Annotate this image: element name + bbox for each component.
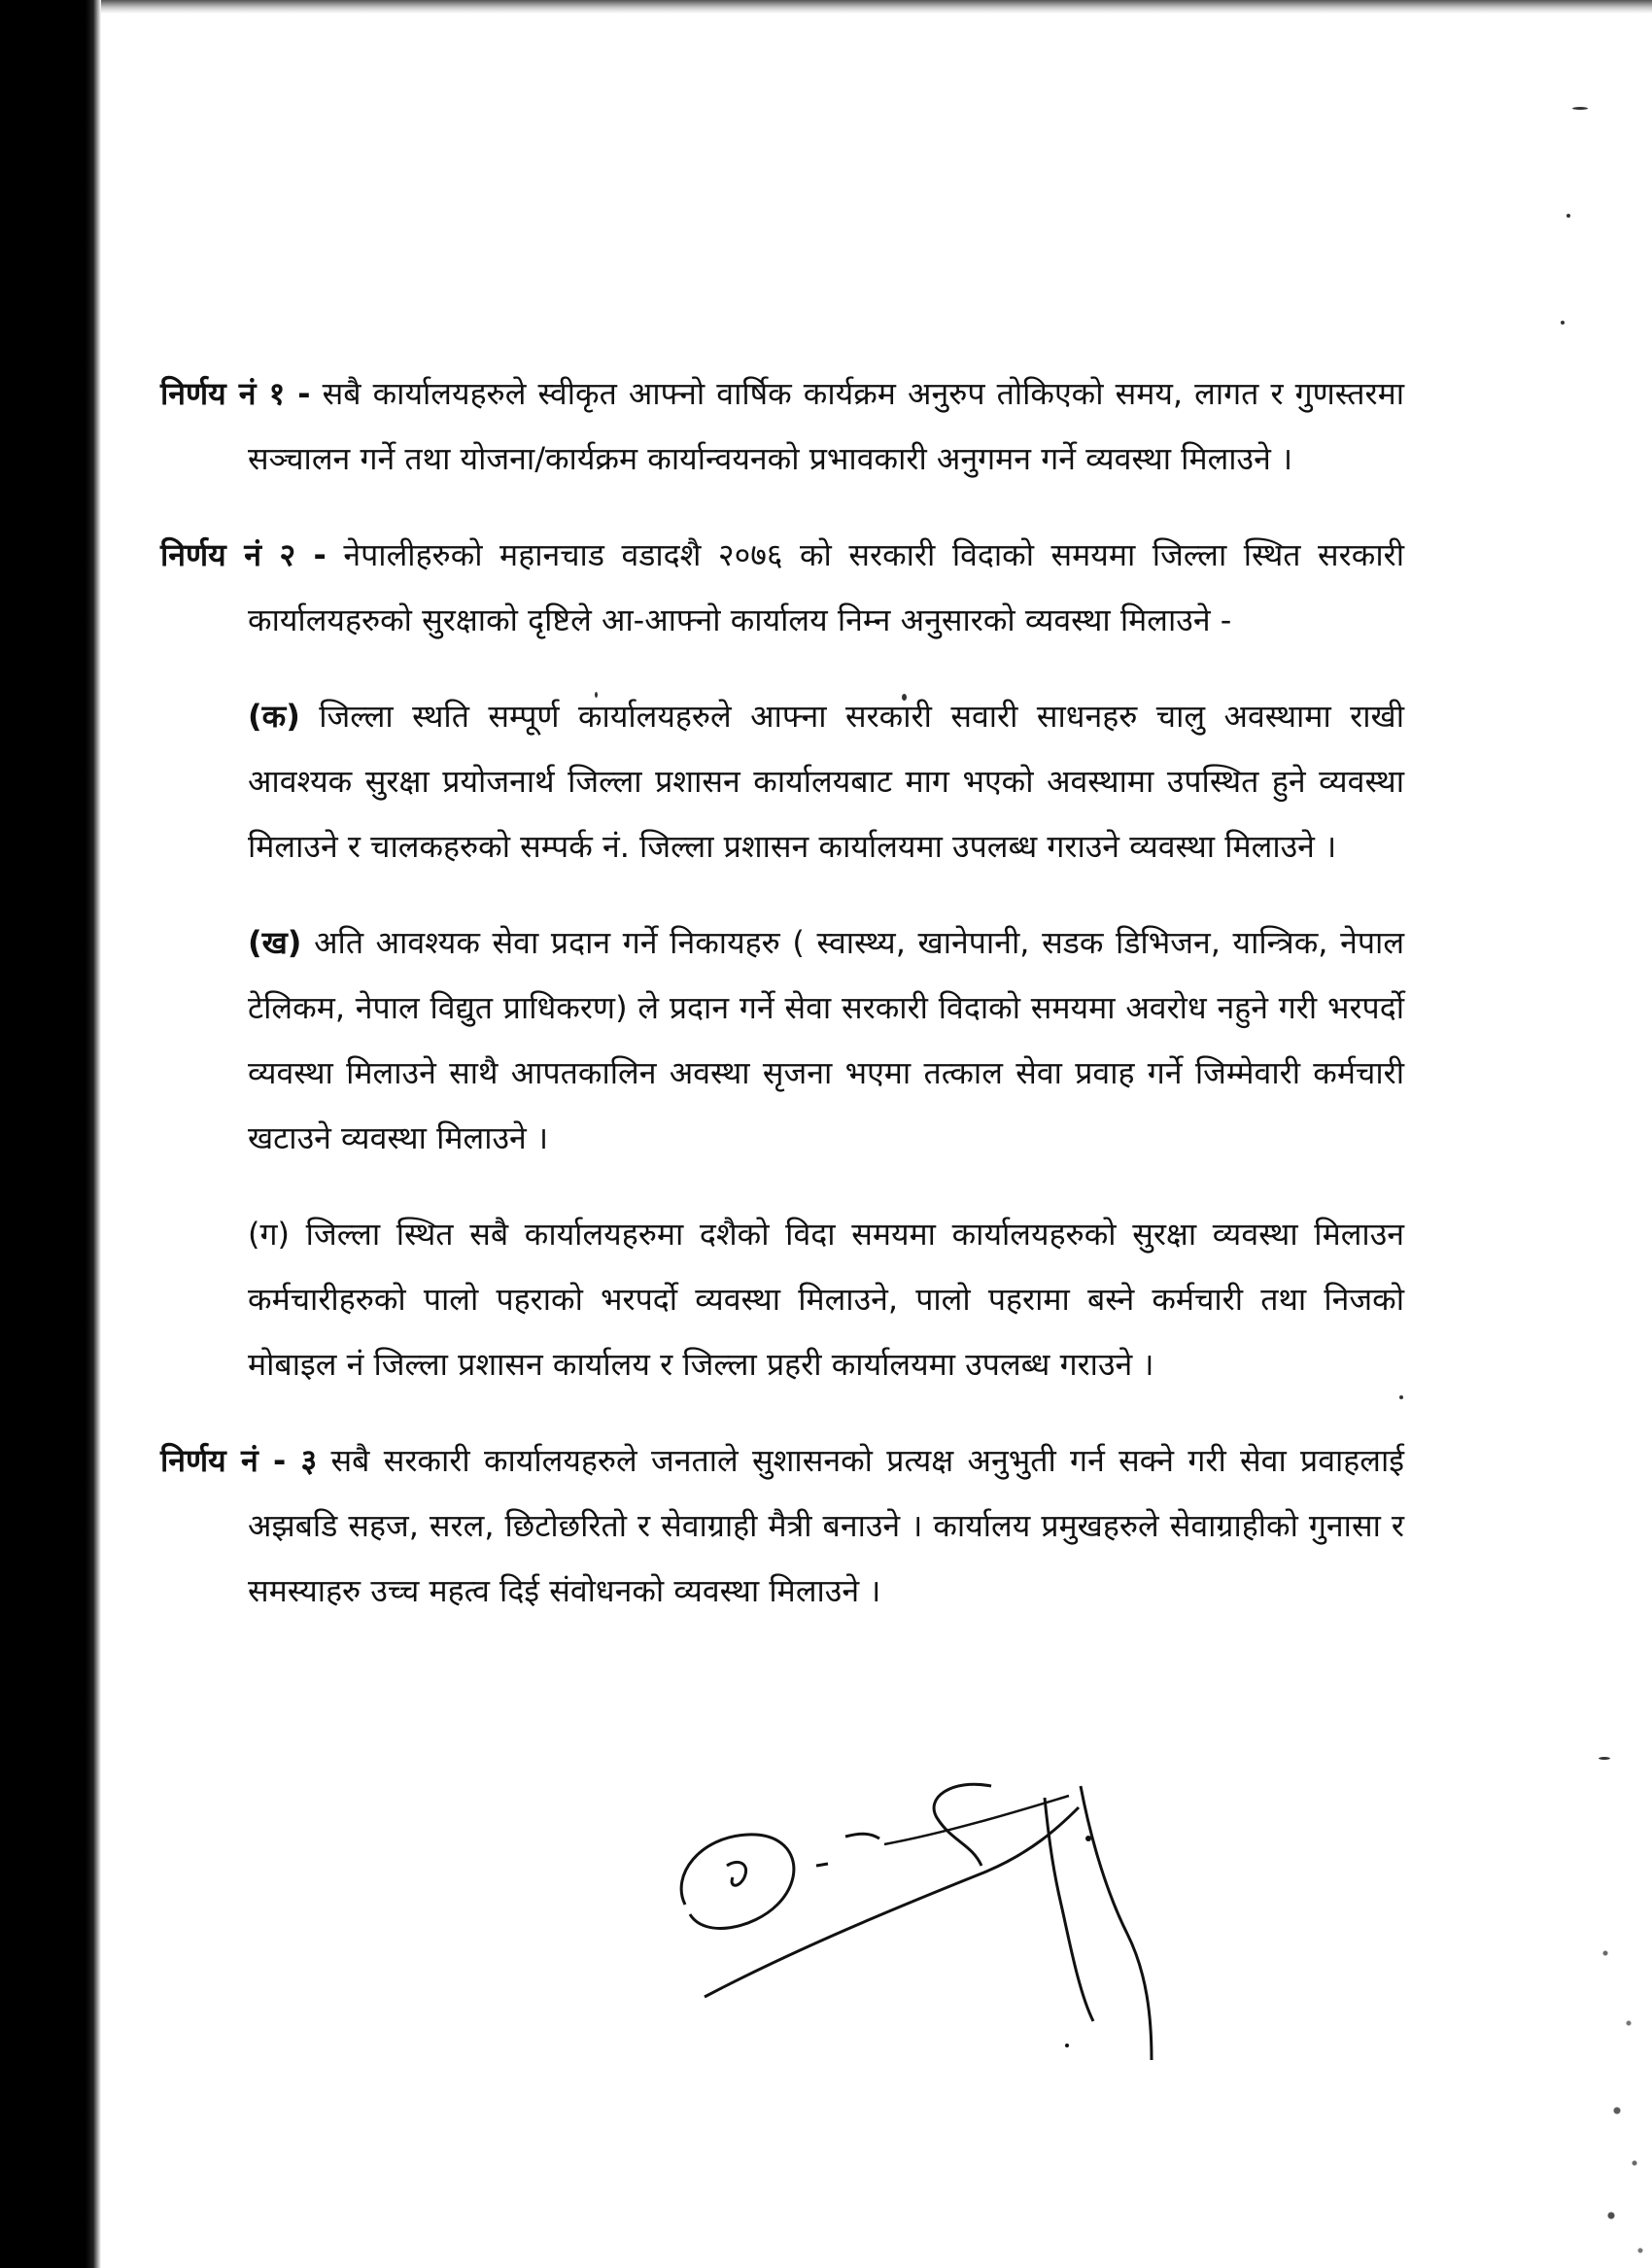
- decision-1-label: निर्णय नं १ -: [160, 375, 311, 412]
- item-marker: (क): [248, 698, 300, 735]
- item-marker: (ख): [248, 924, 302, 961]
- decision-3-text: सबै सरकारी कार्यालयहरुले जनताले सुशासनको प्रत्यक्ष अनुभुती गर्न सक्ने गरी सेवा प्रवाहलाई अझबडि सहज, सरल, छिटोछरितो र सेवाग्राही मैत्री बनाउने । कार्यालय प्रमुखहरुले सेवाग्राहीको गुनासा र समस्याहरु उच्च महत्व दिई संवोधनको व्यवस्था मिलाउने ।: [248, 1442, 1404, 1609]
- scan-edge-left: [0, 0, 101, 2268]
- decision-3-label: निर्णय नं - ३: [160, 1442, 318, 1479]
- scan-speck: [1566, 214, 1570, 218]
- item-text: अति आवश्यक सेवा प्रदान गर्ने निकायहरु ( स्वास्थ्य, खानेपानी, सडक डिभिजन, यान्त्रिक, नेपाल टेलिकम, नेपाल विद्युत प्राधिकरण) ले प्रदान गर्ने सेवा सरकारी विदाको समयमा अवरोध नहुने गरी भरपर्दो व्यवस्था मिलाउने साथै आपतकालिन अवस्था सृजना भएमा तत्काल सेवा प्रवाह गर्ने जिम्मेवारी कर्मचारी खटाउने व्यवस्था मिलाउने ।: [248, 924, 1405, 1156]
- item-text: जिल्ला स्थित सबै कार्यालयहरुमा दशैको विदा समयमा कार्यालयहरुको सुरक्षा व्यवस्था मिलाउन कर्मचारीहरुको पालो पहराको भरपर्दो व्यवस्था मिलाउने, पालो पहरामा बस्ने कर्मचारी तथा निजको मोबाइल नं जिल्ला प्रशासन कार्यालय र जिल्ला प्रहरी कार्यालयमा उपलब्ध गराउने ।: [248, 1216, 1405, 1383]
- item-text: जिल्ला स्थति सम्पूर्ण कार्यालयहरुले आफ्ना सरकारी सवारी साधनहरु चालु अवस्थामा राखी आवश्यक सुरक्षा प्रयोजनार्थ जिल्ला प्रशासन कार्यालयबाट माग भएको अवस्थामा उपस्थित हुने व्यवस्था मिलाउने र चालकहरुको सम्पर्क नं. जिल्ला प्रशासन कार्यालयमा उपलब्ध गराउने व्यवस्था मिलाउने ।: [248, 698, 1404, 865]
- scan-speck: [1572, 107, 1588, 110]
- document-body: [160, 330, 1404, 1643]
- decision-2-label: निर्णय नं २ -: [160, 536, 327, 573]
- scan-edge-top: [101, 0, 1652, 14]
- decision-3: [160, 1428, 1404, 1624]
- decision-2-item-ka: [248, 684, 1404, 879]
- scan-noise: [1594, 1918, 1652, 2268]
- decision-1-text: सबै कार्यालयहरुले स्वीकृत आफ्नो वार्षिक कार्यक्रम अनुरुप तोकिएको समय, लागत र गुणस्तरमा सञ्चालन गर्ने तथा योजना/कार्यक्रम कार्यान्वयनको प्रभावकारी अनुगमन गर्ने व्यवस्था मिलाउने ।: [248, 375, 1404, 477]
- decision-2: [160, 523, 1404, 653]
- decision-2-item-kha: [248, 911, 1404, 1171]
- item-marker: (ग): [248, 1216, 290, 1253]
- scan-speck: [1561, 321, 1565, 325]
- scan-speck: [1599, 1757, 1610, 1760]
- decision-2-item-ga: [248, 1202, 1404, 1397]
- decision-2-text: नेपालीहरुको महानचाड वडादशै २०७६ को सरकारी विदाको समयमा जिल्ला स्थित सरकारी कार्यालयहरुको सुरक्षाको दृष्टिले आ-आफ्नो कार्यालय निम्न अनुसारको व्यवस्था मिलाउने -: [248, 536, 1404, 638]
- signature: [661, 1769, 1166, 2089]
- decision-1: [160, 361, 1404, 492]
